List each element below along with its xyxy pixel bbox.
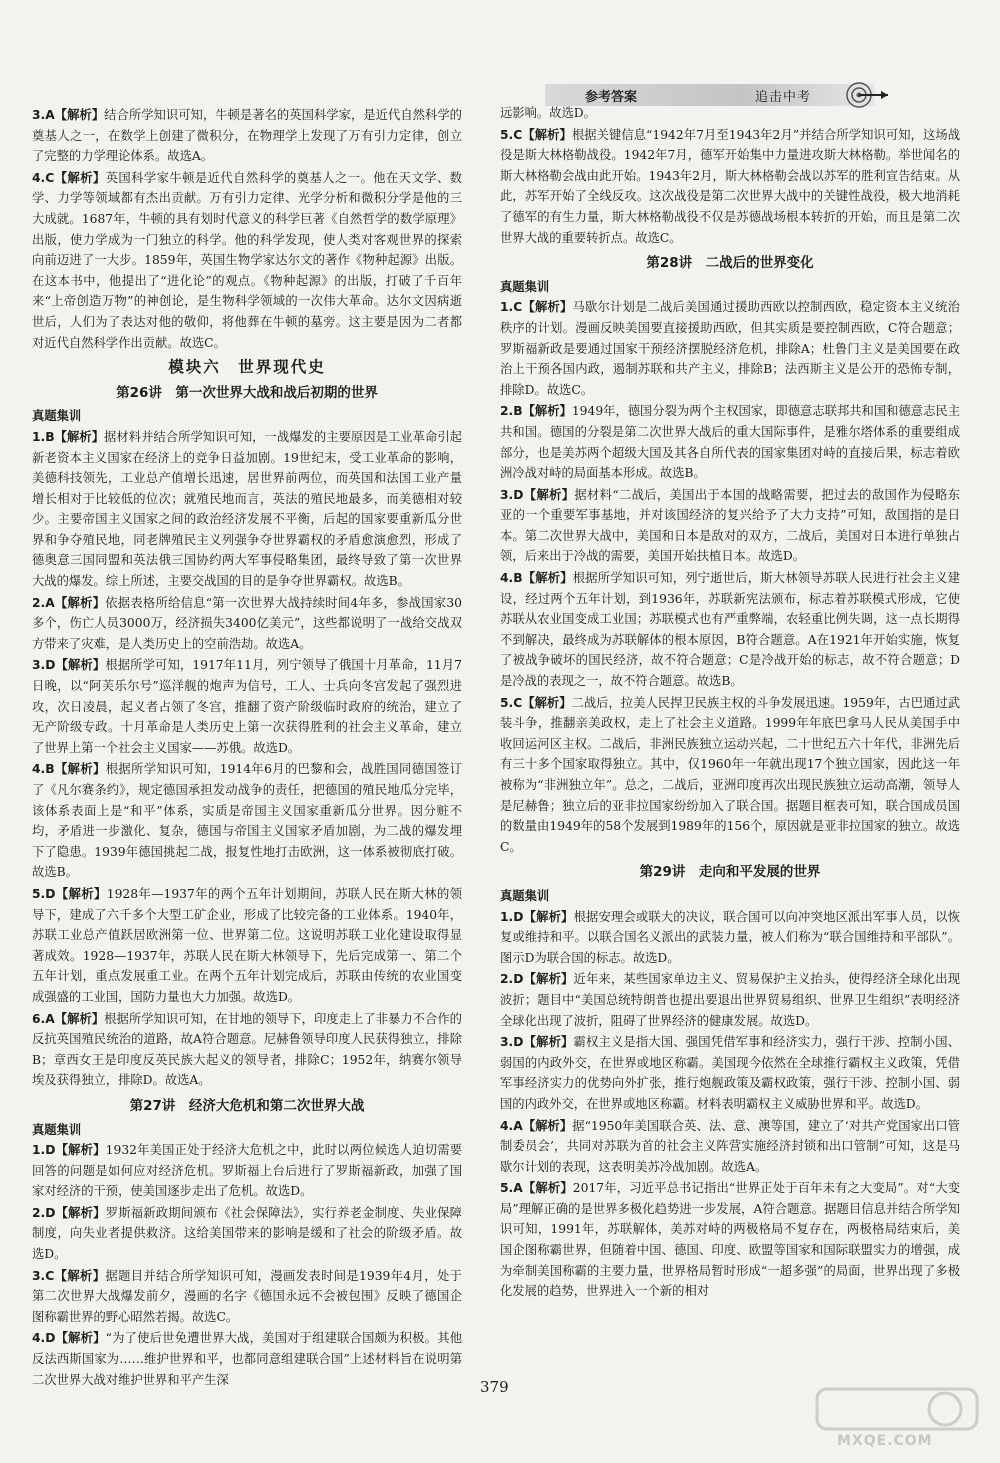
lesson-27-title: 第27讲 经济大危机和第二次世界大战 — [129, 1097, 365, 1114]
answer-item — [32, 1140, 462, 1202]
analysis-text: 根据所学知识可知，在甘地的领导下，印度走上了非暴力不合作的反抗英国殖民统治的道路，故A符合题意。尼赫鲁领导印度人民获得独立，排除B；章西女王是印度反英民族大起义的领导者，排除C；1952年，纳赛尔领导埃及获得独立，排除D。故选A。 — [32, 1011, 462, 1088]
answer-choice: D — [513, 487, 524, 502]
analysis-tag: 【解析】 — [54, 429, 105, 444]
answer-item — [32, 1266, 462, 1328]
answer-choice: D — [45, 1143, 56, 1158]
answer-number: 4. — [32, 1331, 46, 1346]
answer-item — [500, 297, 960, 400]
answer-choice: D — [513, 909, 524, 924]
answer-item — [32, 593, 462, 655]
analysis-text: 1932年美国正处于经济大危机之中，此时以两位候选人迫切需要回答的问题是如何应对经济危机。罗斯福上台后进行了罗斯福新政，加强了国家对经济的干预，使美国逐步走出了危机。故选D。 — [32, 1143, 462, 1199]
answer-item — [32, 759, 462, 883]
answer-item — [32, 655, 462, 758]
analysis-text: 远影响。故选D。 — [500, 106, 596, 120]
answer-number: 4. — [500, 571, 514, 586]
answer-item — [500, 485, 960, 567]
analysis-text: 根据关键信息“1942年7月至1943年2月”并结合所学知识可知，这场战役是斯大林格勒战役。1942年7月，德军开始集中力量进攻斯大林格勒。举世闻名的斯大林格勒会战由此开始。1943年2月，斯大林格勒会战以苏军的胜利宣告结束。从此，苏军开始了全线反攻。这次战役是第二次世界大战中的关键性战役，极大地消耗了德军的有生力量，斯大林格勒战役不仅是苏德战场根本转折的开始，而且是第二次世界大战的重要转折点。故选C。 — [500, 127, 960, 245]
analysis-tag: 【解析】 — [55, 886, 107, 901]
analysis-tag: 【解析】 — [523, 909, 574, 924]
answer-number: 1. — [32, 1143, 46, 1158]
answer-choice: A — [513, 1181, 523, 1196]
watermark-logo — [815, 1385, 985, 1455]
answer-item — [500, 1032, 960, 1114]
lesson-29-items — [500, 907, 960, 1302]
analysis-text: 据“1950年美国联合英、法、意、澳等国，建立了‘对共产党国家出口管制委员会’，共同对苏联为首的社会主义阵营实施经济封锁和出口管制”可知，这是马歇尔计划的表现，这表明美苏冷战加剧。故选A。 — [500, 1118, 960, 1174]
answer-number: 5. — [500, 695, 514, 710]
answer-choice: D — [45, 886, 56, 901]
analysis-text: 根据安理会或联大的决议，联合国可以向冲突地区派出军事人员，以恢复或维持和平。以联合国名义派出的武装力量，被人们称为“联合国维持和平部队”。图示D为联合国的标志。故选D。 — [500, 909, 960, 965]
analysis-tag: 【解析】 — [54, 595, 106, 610]
answer-item — [500, 969, 960, 1031]
answer-number: 5. — [500, 1181, 514, 1196]
answer-choice: D — [45, 1331, 56, 1346]
answer-choice: D — [45, 658, 56, 673]
analysis-text: 结合所学知识可知，牛顿是著名的英国科学家，是近代自然科学的奠基人之一，在数学上创建了微积分，在物理学上发现了万有引力定律，创立了完整的力学理论体系。故选A。 — [32, 108, 462, 164]
lesson-28-items — [500, 297, 960, 857]
lesson-29-subtitle: 真题集训 — [500, 888, 550, 903]
analysis-tag: 【解析】 — [522, 1118, 573, 1133]
answer-choice: A — [45, 1011, 55, 1026]
answer-item — [500, 1116, 960, 1178]
analysis-text: 二战后，拉美人民捍卫民族主权的斗争发展迅速。1959年，古巴通过武装斗争，推翻亲美政权，走上了社会主义道路。1999年年底巴拿马人民从美国手中收回运河区主权。二战后，非洲民族独立运动兴起，二十世纪五六十年代，非洲先后有三十多个国家取得独立。其中，仅1960年一年就出现17个独立国家，因此这一年被称为“非洲独立年”。总之，二战后，亚洲印度再次出现民族独立运动高潮，领导人是尼赫鲁；独立后的亚非拉国家纷纷加入了联合国。据题目框表可知，联合国成员国的数量由1949年的58个发展到1989年的156个，原因就是亚非拉国家的独立。故选C。 — [500, 695, 960, 854]
analysis-text: 霸权主义是指大国、强国凭借军事和经济实力，强行干涉、控制小国、弱国的内政外交，在世界或地区称霸。美国现今依然在全球推行霸权主义政策，凭借军事经济实力的优势向外扩张，推行炮舰政策及霸权政策，强行干涉、控制小国、弱国的内政外交，在世界或地区称霸。材料表明霸权主义威胁世界和平。故选D。 — [500, 1035, 960, 1111]
answer-item — [500, 693, 960, 858]
analysis-tag: 【解析】 — [54, 170, 106, 185]
answer-choice: D — [513, 1035, 524, 1050]
answer-choice: A — [513, 1118, 523, 1133]
answer-item — [32, 884, 462, 1008]
analysis-text: 英国科学家牛顿是近代自然科学的奠基人之一。他在天文学、数学、力学等领域都有杰出贡献。万有引力定律、光学分析和微积分学是他的三大成就。1687年，牛顿的具有划时代意义的科学巨著《自然哲学的数学原理》出版，使力学成为一门独立的科学。他的科学发现，使人类对客观世界的探索向前迈进了一大步。1859年，英国生物学家达尔文的著作《物种起源》出版。在这本书中，他提出了“进化论”的观点。《物种起源》的出版，打破了千百年来“上帝创造万物”的神创论，是生物科学领域的一次伟大革命。达尔文因病逝世后，人们为了表达对他的敬仰，将他葬在牛顿的墓旁。这主要是因为二者都对近代自然科学作出贡献。故选C。 — [32, 170, 462, 350]
answer-item — [500, 401, 960, 483]
lesson-26-subtitle: 真题集训 — [32, 409, 82, 424]
analysis-tag: 【解析】 — [55, 1205, 106, 1220]
answer-item — [32, 1328, 462, 1390]
answer-number: 4. — [32, 170, 46, 185]
answer-item — [32, 105, 462, 167]
answer-choice: A — [45, 108, 55, 122]
answer-number: 1. — [32, 429, 46, 444]
answer-number: 1. — [500, 300, 514, 315]
answer-number: 4. — [500, 1118, 514, 1133]
analysis-tag: 【解析】 — [54, 108, 105, 122]
answer-item — [32, 427, 462, 592]
answer-choice: D — [513, 972, 524, 987]
analysis-text: “为了使后世免遭世界大战，美国对于组建联合国颇为积极。其他反法西斯国家为……维护世界和平，也都同意组建联合国”上述材料旨在说明第二次世界大战对维护世界和平产生深 — [32, 1331, 462, 1387]
answer-choice: B — [45, 762, 55, 777]
analysis-tag: 【解析】 — [522, 1181, 573, 1196]
answer-choice: C — [45, 170, 55, 185]
answer-item — [500, 568, 960, 692]
analysis-text: 根据所学可知，1917年11月，列宁领导了俄国十月革命，11月7日晚，以“阿芙乐尔号”巡洋舰的炮声为信号，工人、士兵向冬宫发起了强烈进攻，次日凌晨，起义者占领了冬宫，推翻了资产阶级临时政府的统治，建立了无产阶级专政。十月革命是人类历史上第一次获得胜利的社会主义革命，建立了世界上第一个社会主义国家——苏俄。故选D。 — [32, 658, 462, 755]
analysis-text: 根据所学知识可知，1914年6月的巴黎和会，战胜国同德国签订了《凡尔赛条约》，规定德国承担发动战争的责任，把德国的殖民地瓜分完毕，该体系表面上是“和平”体系，实质是帝国主义国家重新瓜分世界。因分赃不均，矛盾进一步激化、复杂，德国与帝国主义国家矛盾加剧，为二战的爆发埋下了隐患。1939年德国挑起二战，报复性地打击欧洲，这一体系被彻底打破。故选B。 — [32, 762, 462, 880]
answer-choice: B — [513, 404, 523, 419]
answer-choice: B — [513, 571, 523, 586]
answer-number: 4. — [32, 762, 46, 777]
answer-item — [32, 1203, 462, 1265]
analysis-tag: 【解析】 — [54, 1268, 106, 1283]
lesson-27-items — [32, 1140, 462, 1390]
answer-number: 6. — [32, 1011, 46, 1026]
answer-number: 3. — [32, 658, 46, 673]
analysis-text: 1928年—1937年的两个五年计划期间，苏联人民在斯大林的领导下，建成了六千多个大型工矿企业，形成了比较完备的工业体系。1940年，苏联工业总产值跃居欧洲第一位、世界第二位。这说明苏联工业化建设取得显著成效。1928—1937年，苏联人民在斯大林领导下，先后完成第一、第二个五年计划，重点发展重工业。在两个五年计划完成后，苏联由传统的农业国变成强盛的工业国，国防力量也大力加强。故选D。 — [32, 886, 462, 1004]
analysis-tag: 【解析】 — [523, 1035, 574, 1050]
analysis-tag: 【解析】 — [522, 300, 573, 315]
answer-choice: C — [513, 695, 523, 710]
analysis-tag: 【解析】 — [55, 1143, 106, 1158]
answer-number: 3. — [500, 487, 514, 502]
analysis-text: 近年来，某些国家单边主义、贸易保护主义抬头，使得经济全球化出现波折；题目中“美国总统特朗普也提出要退出世界贸易组织、世界卫生组织”表明经济全球化出现了波折，阻碍了世界经济的健康发展。故选D。 — [500, 972, 960, 1028]
answer-choice: A — [45, 595, 55, 610]
analysis-tag: 【解析】 — [54, 762, 106, 777]
analysis-tag: 【解析】 — [54, 1011, 105, 1026]
page-number: 379 — [480, 1378, 509, 1396]
left-column — [32, 105, 462, 1391]
answer-item — [32, 168, 462, 353]
answer-number: 2. — [500, 404, 514, 419]
answer-item — [500, 907, 960, 969]
watermark-domain: MXQE.COM — [837, 1433, 933, 1449]
module-title: 模块六 世界现代史 — [168, 358, 326, 377]
answer-number: 1. — [500, 909, 514, 924]
answer-number: 3. — [500, 1035, 514, 1050]
lesson-26-title: 第26讲 第一次世界大战和战后初期的世界 — [116, 384, 378, 401]
analysis-tag: 【解析】 — [522, 695, 572, 710]
answer-choice: D — [45, 1205, 56, 1220]
header-left-label: 参考答案 — [585, 90, 638, 105]
answer-number: 3. — [32, 1268, 46, 1283]
analysis-tag: 【解析】 — [523, 487, 575, 502]
answer-number: 2. — [32, 1205, 46, 1220]
analysis-text: 马歇尔计划是二战后美国通过援助西欧以控制西欧，稳定资本主义统治秩序的计划。漫画反映美国要直接援助西欧，但其实质是要控制西欧，C符合题意；罗斯福新政是要通过国家干预经济摆脱经济危机，排除A；杜鲁门主义是美国要在政治上干预各国内政，遏制苏联和共产主义，排除B；法西斯主义是公开的恐怖专制，排除D。故选C。 — [500, 300, 960, 397]
right-top-items — [500, 103, 960, 248]
lesson-26-items — [32, 427, 462, 1091]
answer-item — [500, 1178, 960, 1302]
watermark-badge-icon — [815, 1385, 985, 1433]
analysis-text: 据材料“二战后，美国出于本国的战略需要，把过去的敌国作为侵略东亚的一个重要军事基地，并对该国经济的复兴给予了大力支持”可知，敌国指的是日本。第二次世界大战中，美国和日本是敌对的双方，二战后，美国对日本进行单独占领，后来出于冷战的需要，美国开始扶植日本。故选D。 — [500, 487, 960, 564]
lesson-28-title: 第28讲 二战后的世界变化 — [646, 255, 814, 272]
right-column — [500, 103, 960, 1303]
answer-choice: C — [45, 1268, 55, 1283]
left-top-items — [32, 105, 462, 353]
answer-number: 2. — [32, 595, 46, 610]
answer-choice: B — [45, 429, 55, 444]
lesson-28-subtitle: 真题集训 — [500, 279, 550, 294]
answer-choice: C — [513, 300, 523, 315]
analysis-tag: 【解析】 — [522, 404, 572, 419]
answer-item — [500, 103, 960, 124]
analysis-tag: 【解析】 — [522, 571, 573, 586]
answer-number: 2. — [500, 972, 514, 987]
lesson-27-subtitle: 真题集训 — [32, 1122, 82, 1137]
analysis-text: 根据所学知识可知，列宁逝世后，斯大林领导苏联人民进行社会主义建设，经过两个五年计划，到1936年，苏联新宪法颁布，标志着苏联模式形成，它使苏联从农业国变成工业国；苏联模式也有严重弊端，农轻重比例失调，这一点长期得不到解决，最终成为苏联解体的根本原因，B符合题意。A在1921年开始实施，恢复了被战争破坏的国民经济，故不符合题意；C是冷战开始的标志，故不符合题意；D是冷战的表现之一，故不符合题意。故选B。 — [500, 571, 960, 689]
analysis-text: 依据表格所给信息“第一次世界大战持续时间4年多，参战国家30多个，伤亡人员3000万，经济损失3400亿美元”，这些都说明了一战给交战双方带来了灾难，是人类历史上的空前浩劫。故选A。 — [32, 595, 462, 651]
header-right-label: 追击中考 — [755, 90, 812, 105]
answer-number: 5. — [500, 127, 514, 142]
answer-number: 3. — [32, 108, 46, 122]
analysis-text: 1949年，德国分裂为两个主权国家，即德意志联邦共和国和德意志民主共和国。德国的分裂是第二次世界大战后的重大国际事件，是雅尔塔体系的重要组成部分，也是美苏两个超级大国及其各自所代表的国家集团对峙的直接后果，标志着欧洲冷战对峙的局面基本形成。故选B。 — [500, 404, 960, 481]
answer-choice: C — [513, 127, 523, 142]
lesson-29-title: 第29讲 走向和平发展的世界 — [639, 864, 821, 881]
answer-item — [500, 125, 960, 249]
answer-item — [32, 1009, 462, 1091]
analysis-text: 据材料并结合所学知识可知，一战爆发的主要原因是工业革命引起新老资本主义国家在经济上的竞争日益加剧。19世纪末，受工业革命的影响，美德科技领先，工业总产值增长迅速，居世界前两位，而英国和法国工业产量增长相对于比较低的位次；就殖民地而言，英法的殖民地最多，而美德相对较少。主要帝国主义国家之间的政治经济发展不平衡，后起的国家要重新瓜分世界和争夺殖民地，同老牌殖民主义列强争夺世界霸权的矛盾愈演愈烈，形成了德奥意三国同盟和英法俄三国协约两大军事侵略集团，最终导致了第一次世界大战的爆发。综上所述，主要交战国的目的是争夺世界霸权。故选B。 — [32, 429, 462, 589]
analysis-tag: 【解析】 — [55, 1331, 106, 1346]
analysis-tag: 【解析】 — [522, 127, 572, 142]
analysis-text: 据题目并结合所学知识可知，漫画发表时间是1939年4月，处于第二次世界大战爆发前夕，漫画的名字《德国永远不会被包围》反映了德国企图称霸世界的野心昭然若揭。故选C。 — [32, 1268, 462, 1324]
analysis-text: 2017年，习近平总书记指出“世界正处于百年未有之大变局”。对“大变局”理解正确的是世界多极化趋势进一步发展，A符合题意。据题目信息并结合所学知识可知，1991年，苏联解体，美苏对峙的两极格局不复存在，两极格局结束后，美国企图称霸世界，但随着中国、德国、印度、欧盟等国家和国际联盟实力的增强，成为牵制美国称霸的主要力量，世界格局暂时形成“一超多强”的局面，世界出现了多极化发展的趋势，世界进入一个新的相对 — [500, 1181, 960, 1299]
analysis-tag: 【解析】 — [55, 658, 106, 673]
analysis-tag: 【解析】 — [523, 972, 574, 987]
analysis-text: 罗斯福新政期间颁布《社会保障法》，实行养老金制度、失业保障制度，向失业者提供救济。这给美国带来的影响是缓和了社会的阶级矛盾。故选D。 — [32, 1205, 462, 1262]
answer-number: 5. — [32, 886, 46, 901]
